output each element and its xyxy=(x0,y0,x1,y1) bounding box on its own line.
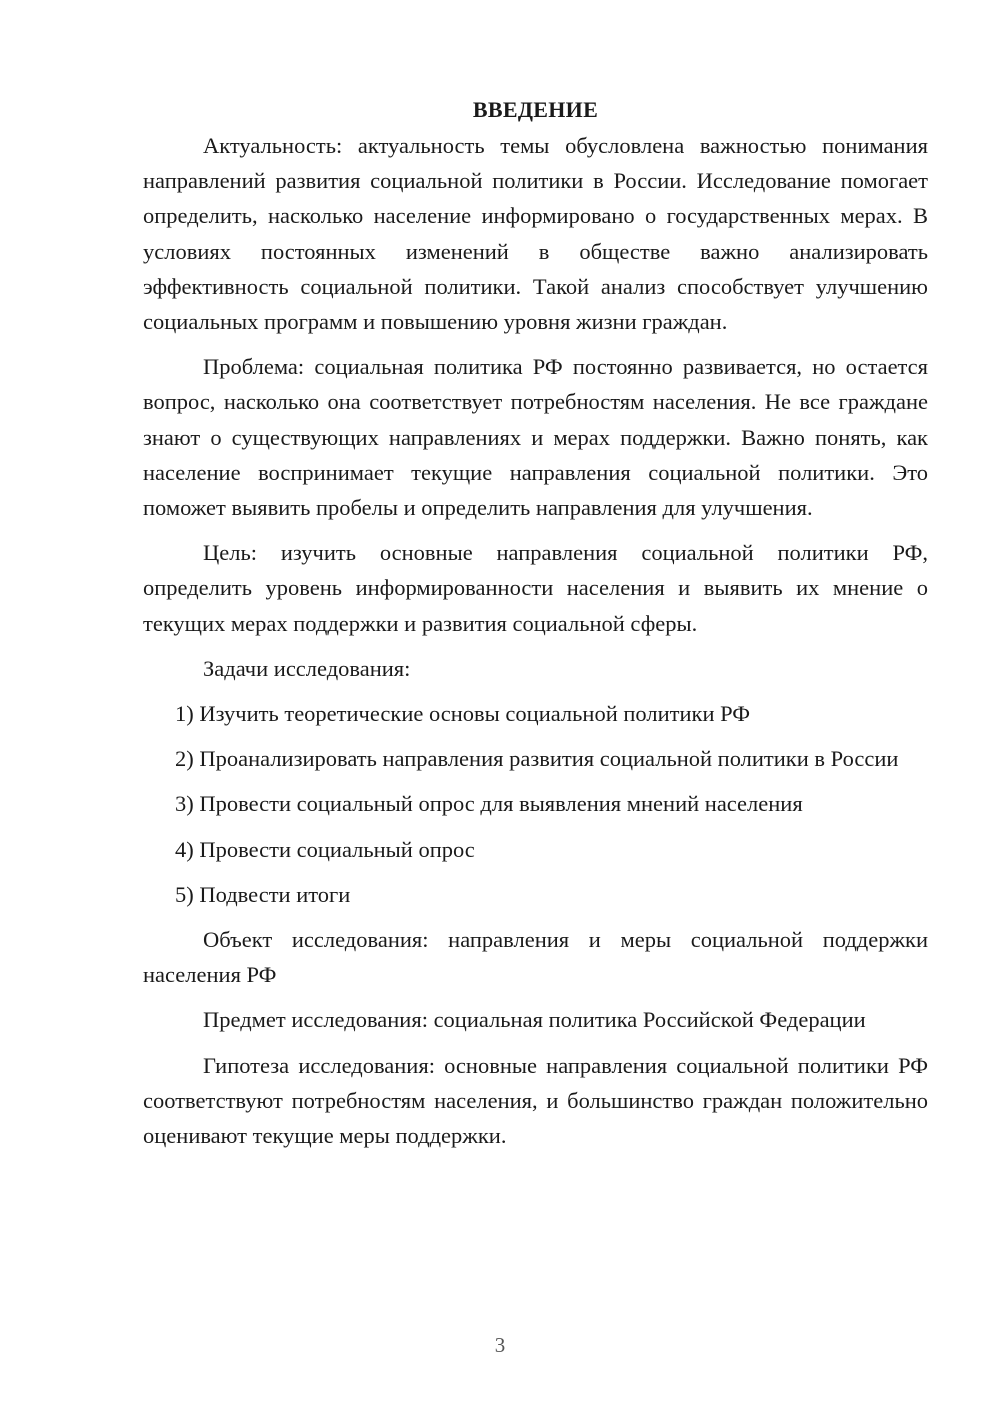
hypothesis-paragraph: Гипотеза исследования: основные направления социальной политики РФ соответствуют потребностям населения, и большинство граждан положительно оценивают текущие меры поддержки. xyxy=(143,1052,928,1149)
tasks-heading: Задачи исследования: xyxy=(203,655,411,681)
relevance-paragraph: Актуальность: актуальность темы обусловлена важностью понимания направлений развития социальной политики в России. Исследование помогает определить, насколько население информировано о государственных мерах. В условиях постоянных изменений в обществе важно анализировать эффективность социальной политики. Такой анализ способствует улучшению социальных программ и повышению уровня жизни граждан. xyxy=(143,133,928,335)
task-item-5: 5) Подвести итоги xyxy=(175,881,351,907)
problem-paragraph: Проблема: социальная политика РФ постоянно развивается, но остается вопрос, насколько она соответствует потребностям населения. Не все граждане знают о существующих направлениях и мерах поддержки. Важно понять, как население воспринимает текущие направления социальной политики. Это поможет выявить пробелы и определить направления для улучшения. xyxy=(143,354,928,521)
task-item-3: 3) Провести социальный опрос для выявления мнений населения xyxy=(175,791,803,817)
document-page xyxy=(143,93,928,1153)
task-item-2: 2) Проанализировать направления развития социальной политики в России xyxy=(175,746,899,772)
goal-paragraph: Цель: изучить основные направления социальной политики РФ, определить уровень информированности населения и выявить их мнение о текущих мерах поддержки и развития социальной сферы. xyxy=(143,540,928,636)
page-number: 3 xyxy=(494,1333,506,1357)
task-item-1: 1) Изучить теоретические основы социальной политики РФ xyxy=(175,701,751,727)
task-item-4: 4) Провести социальный опрос xyxy=(175,836,475,862)
subject-paragraph: Предмет исследования: социальная политика Российской Федерации xyxy=(203,1007,866,1033)
page-title: ВВЕДЕНИЕ xyxy=(472,97,599,122)
object-paragraph: Объект исследования: направления и меры социальной поддержки населения РФ xyxy=(143,927,928,988)
